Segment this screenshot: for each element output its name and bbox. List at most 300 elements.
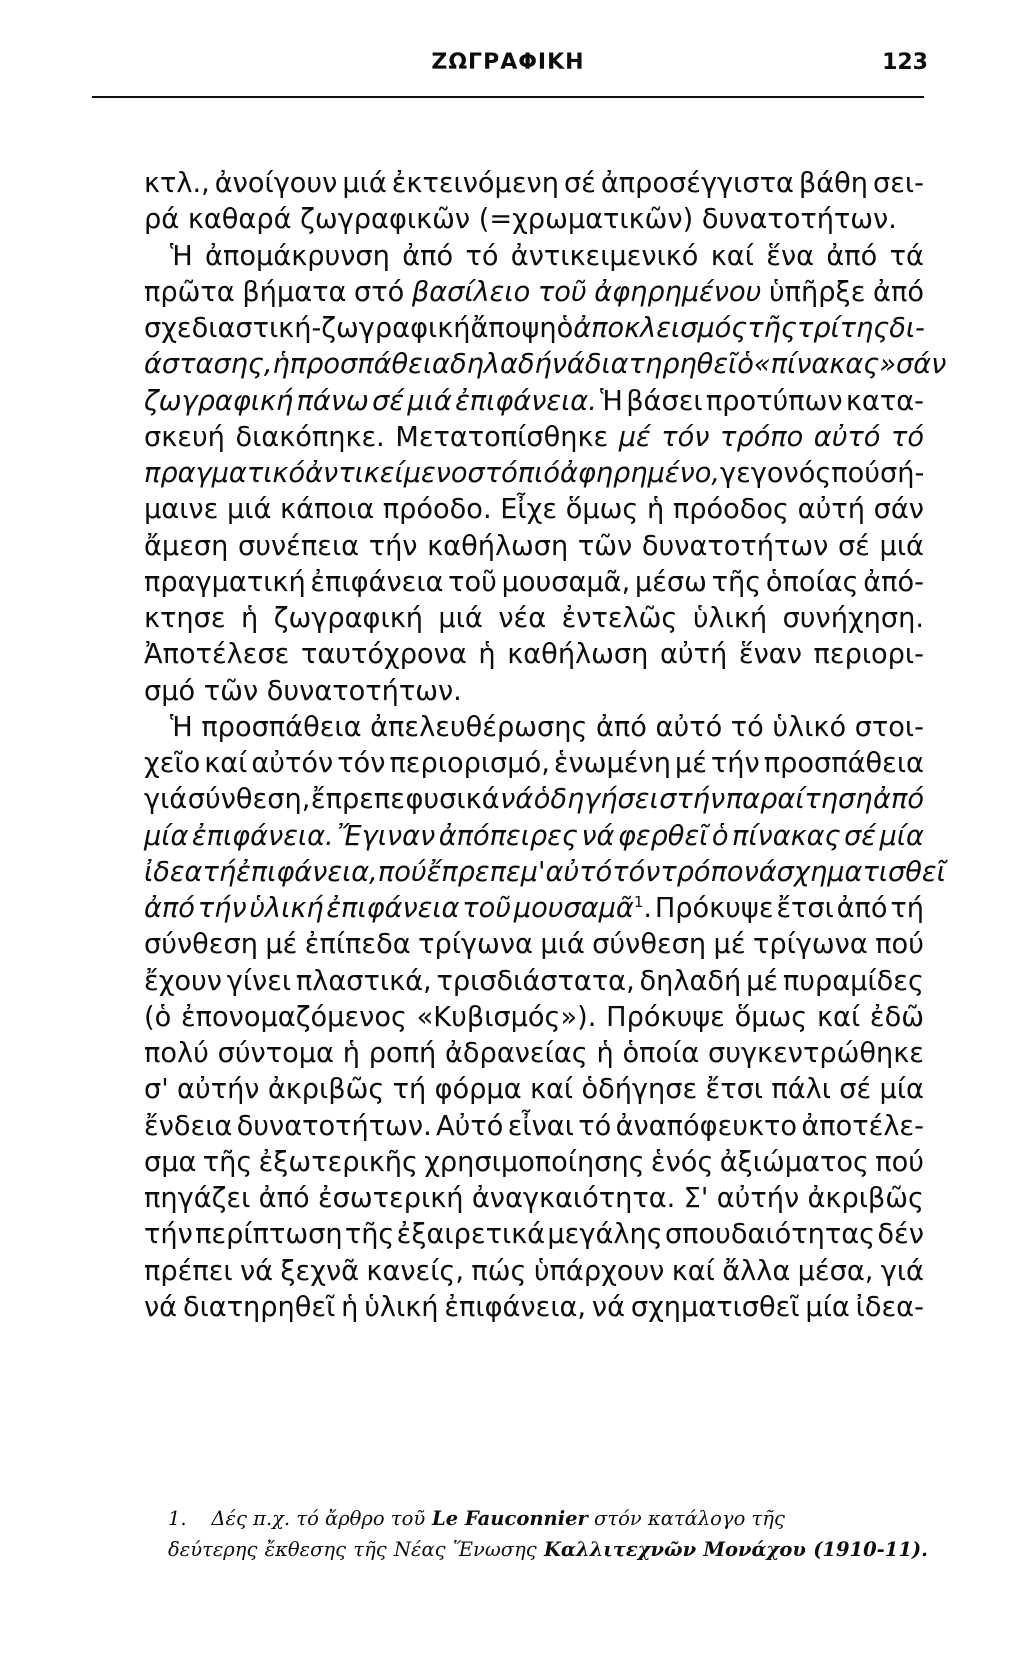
- word: νά: [144, 1291, 178, 1323]
- word: Μονάχου: [703, 1538, 806, 1561]
- word: τή: [890, 893, 924, 924]
- word: σκευή: [144, 421, 225, 453]
- word: μαινε: [144, 494, 219, 526]
- word: τῆς: [344, 1219, 395, 1251]
- word: σύνθεση: [592, 929, 707, 961]
- word: πλαστικά,: [295, 965, 432, 997]
- word: νά: [551, 349, 585, 381]
- word: αὐτό: [655, 711, 723, 743]
- word: μέσω: [634, 566, 707, 598]
- word: βάθη: [798, 168, 868, 199]
- word: σχεδιαστική-ζωγραφική: [144, 313, 471, 344]
- word: ὁ: [556, 313, 574, 344]
- word: μία: [879, 1074, 924, 1106]
- word: μία: [805, 1291, 850, 1323]
- word: σάν: [873, 494, 924, 526]
- word: τόν: [661, 421, 710, 453]
- word: τοῦ: [537, 276, 587, 308]
- word: ἡ: [596, 1038, 614, 1069]
- word: Εἶχε: [500, 494, 558, 526]
- word: γιά: [144, 784, 188, 816]
- running-head: [92, 50, 928, 84]
- text-line: [144, 239, 924, 275]
- word: σει-: [872, 168, 924, 199]
- word: μέ: [674, 748, 707, 779]
- word: μέ: [746, 965, 779, 997]
- word: κανείς,: [366, 1255, 465, 1287]
- word: ἔχουν: [144, 965, 222, 997]
- word: καθήλωση: [427, 530, 569, 562]
- body-text: [144, 166, 947, 1326]
- word: ὅμως: [734, 1001, 808, 1033]
- word: φυσικά: [405, 784, 500, 816]
- word: ὁδήγησε: [581, 1074, 698, 1106]
- word: ἐντελῶς: [561, 603, 678, 634]
- word: τόν: [612, 856, 661, 888]
- word: σέ: [372, 385, 405, 417]
- word: Πρόκυψε: [606, 1001, 725, 1033]
- word: περίπτωση: [195, 1219, 343, 1251]
- word: μεγάλης: [547, 1219, 663, 1251]
- word: ἰδεα-: [855, 1291, 924, 1323]
- word: ἑνωμένη: [553, 748, 671, 779]
- text-line: [144, 492, 924, 528]
- word: μιά: [438, 603, 483, 634]
- text-line: [144, 601, 924, 637]
- word: μιά: [540, 929, 585, 961]
- word: συγκεντρώθηκε: [708, 1038, 924, 1069]
- word: ἀπό: [826, 240, 878, 272]
- text-line: [144, 1109, 924, 1145]
- word: προσπάθεια: [201, 711, 362, 743]
- word: ἐξωτερικῆς: [258, 1146, 418, 1178]
- word: νά: [239, 1255, 274, 1287]
- word: ὑλικό: [772, 711, 847, 743]
- footnotes: [168, 1503, 928, 1565]
- word: ἐπιφάνεια,: [444, 1291, 587, 1323]
- text-line: [144, 420, 924, 456]
- word: παραίτηση: [725, 784, 873, 816]
- text-line: [144, 1145, 924, 1181]
- word: «Κυβισμός»).: [416, 1001, 597, 1033]
- word: γίνει: [226, 965, 292, 997]
- word: σχηματισθεῖ: [630, 1291, 800, 1323]
- word: μέ: [265, 929, 298, 961]
- word: σάν: [896, 349, 947, 381]
- word: κάποια: [280, 494, 375, 526]
- word: ἀπόπειρες: [438, 820, 578, 852]
- word: τῆς: [711, 566, 762, 598]
- word: ἕνα: [766, 240, 815, 272]
- word: ἐπίπεδα: [304, 929, 411, 961]
- word: πού: [875, 929, 924, 961]
- word: μιά: [342, 168, 387, 199]
- word: ὁ: [711, 820, 729, 852]
- word: μ': [520, 856, 546, 888]
- word: μιά: [226, 494, 272, 526]
- word: ἀπό: [873, 276, 924, 308]
- word: καί: [817, 1001, 861, 1033]
- word: ἀπό: [836, 893, 888, 924]
- word: άστασης,: [144, 349, 273, 381]
- word: δυνατοτήτων: [641, 530, 829, 562]
- text-line: [144, 710, 924, 746]
- word: συνήχηση.: [782, 603, 924, 634]
- word: τρόπο: [660, 856, 744, 888]
- word: προτύπων: [705, 385, 843, 417]
- word: ἔπρεπε: [310, 784, 405, 816]
- word: τρίγωνα: [752, 929, 868, 961]
- word: (ὁ: [144, 1001, 172, 1033]
- word: τό: [465, 240, 499, 272]
- word: μέσα,: [797, 1255, 874, 1287]
- footnote-ref: 1: [633, 892, 644, 911]
- text-line: [144, 855, 946, 891]
- text-line: [144, 819, 924, 855]
- word: τό: [730, 711, 764, 743]
- word: ἀπελευθέρωσης: [370, 711, 588, 743]
- text-line: [144, 1072, 924, 1108]
- word: σύντομα: [217, 1038, 334, 1069]
- word: ἑνός: [650, 1146, 714, 1178]
- word: πού: [831, 458, 881, 489]
- word: σμα: [144, 1146, 197, 1178]
- word: μία: [879, 820, 924, 852]
- word: μουσαμᾶ$^1$.: [513, 892, 653, 924]
- text-line: [144, 456, 924, 492]
- word: ἐπιφάνεια.: [191, 820, 334, 852]
- word: στοι-: [854, 711, 924, 743]
- word: Ἕνωσης: [452, 1538, 537, 1561]
- word: πιό: [517, 458, 560, 489]
- word: ὁποία: [622, 1038, 700, 1069]
- text-segment: σμό τῶν δυνατοτήτων.: [144, 675, 462, 707]
- word: ἰδεατή: [144, 856, 237, 888]
- word: ἔτσι: [776, 893, 834, 924]
- word: πρόοδος: [672, 494, 790, 526]
- word: μία: [144, 820, 189, 852]
- word: Ἡ: [170, 240, 193, 272]
- word: σέ: [839, 1074, 872, 1106]
- word: ξεχνᾶ: [280, 1255, 360, 1287]
- word: δηλαδή: [639, 965, 742, 997]
- word: αὐτόν: [251, 748, 334, 779]
- word: καί: [204, 748, 248, 779]
- word: μιά: [879, 530, 924, 562]
- word: σέ: [837, 530, 870, 562]
- word: νά: [743, 856, 777, 888]
- word: προσπάθεια: [289, 349, 450, 381]
- word: μουσαμᾶ,: [501, 566, 631, 598]
- word: σύνθεση: [144, 929, 258, 961]
- word: ἐπιφάνεια,: [236, 856, 378, 888]
- word: τρίτης: [796, 313, 890, 344]
- word: ἐπιφάνεια: [310, 566, 444, 598]
- word: νά: [500, 784, 534, 816]
- text-line: [144, 1036, 924, 1072]
- word: «πίνακας»: [753, 349, 896, 381]
- text-line: [144, 1181, 924, 1217]
- word: ἄλλα: [722, 1255, 791, 1287]
- text-segment: ρά καθαρά ζωγραφικῶν (=χρωματικῶν) δυνατοτήτων.: [144, 204, 897, 236]
- text-line: [144, 782, 924, 818]
- word: ἕναν: [738, 639, 802, 671]
- word: ἀπομάκρυνση: [205, 240, 390, 272]
- word: ροπή: [368, 1038, 437, 1069]
- word: τρίγωνα: [418, 929, 533, 961]
- page-number: 123: [882, 50, 928, 75]
- word: νέα: [498, 603, 547, 634]
- word: τοῦ: [448, 566, 497, 598]
- word: ἀπό: [596, 711, 647, 743]
- word: τήν: [197, 893, 247, 924]
- word: στό: [467, 458, 518, 489]
- word: μέ: [618, 421, 651, 453]
- word: στό: [354, 276, 405, 308]
- word: πάλι: [771, 1074, 831, 1106]
- word: σέ: [844, 820, 876, 852]
- word: ἀπό-: [863, 566, 924, 598]
- text-line: [144, 891, 924, 927]
- word: ἀκριβῶς: [807, 1183, 924, 1214]
- word: Νέας: [393, 1538, 446, 1561]
- word: κτλ.,: [144, 168, 210, 199]
- word: σ': [144, 1074, 169, 1106]
- word: ἐκτεινόμενη: [391, 168, 559, 199]
- text-line: [144, 347, 947, 383]
- word: ἡ: [272, 349, 290, 381]
- text-line: [144, 1217, 924, 1253]
- text-line: [144, 384, 924, 420]
- word: ἐδῶ: [869, 1001, 924, 1033]
- word: καθήλωση: [507, 639, 649, 671]
- word: ἐξαιρετικά: [396, 1219, 546, 1251]
- word: σπουδαιότητας: [664, 1219, 876, 1251]
- word: ἡ: [241, 603, 259, 634]
- word: πώς: [471, 1255, 527, 1287]
- word: ἀντικειμενικό: [510, 240, 699, 272]
- word: ἀνοίγουν: [214, 168, 338, 199]
- word: ἐσωτερική: [317, 1183, 464, 1214]
- word: ἀπό: [258, 1183, 310, 1214]
- word: τή: [392, 1074, 427, 1106]
- text-line: [144, 964, 924, 1000]
- word: καί: [710, 240, 754, 272]
- word: ἀπό: [144, 893, 195, 924]
- word: τῆς: [747, 313, 797, 344]
- word: τῆς: [353, 1538, 387, 1561]
- word: Πρόκυψε: [654, 893, 774, 924]
- word: ὁ: [737, 349, 754, 381]
- word: πραγματική: [144, 566, 306, 598]
- word: μιά: [407, 385, 452, 417]
- word: Ἡ: [170, 711, 193, 743]
- word: πρόοδο.: [382, 494, 492, 526]
- word: ἀναγκαιότητα.: [471, 1183, 676, 1214]
- word: πού: [875, 1146, 924, 1178]
- word: δέν: [877, 1219, 924, 1251]
- word: ὅμως: [565, 494, 639, 526]
- text-line: [144, 311, 924, 347]
- word: τήν: [710, 748, 760, 779]
- word: χεῖο: [144, 748, 201, 779]
- word: τρόπο: [719, 421, 804, 453]
- text-line: [144, 1254, 924, 1290]
- word: βάσει: [626, 385, 703, 417]
- word: ἔτσι: [705, 1074, 764, 1106]
- word: ἐπονομαζόμενος: [180, 1001, 407, 1033]
- word: τό: [578, 1110, 612, 1142]
- word: τρισδιάστατα,: [436, 965, 635, 997]
- word: ἐπιφάνεια: [326, 893, 460, 924]
- word: τῆς: [202, 1146, 253, 1178]
- word: πρῶτα: [144, 276, 235, 308]
- word: γιά: [880, 1255, 924, 1287]
- word: περιορισμό,: [389, 748, 550, 779]
- word: αὐτήν: [716, 1183, 800, 1214]
- word: τοῦ: [462, 893, 511, 924]
- word: βασίλειο: [411, 276, 531, 308]
- word: εἶναι: [507, 1110, 574, 1142]
- word: πολύ: [144, 1038, 209, 1069]
- word: περιορι-: [813, 639, 924, 671]
- running-title: ΖΩΓΡΑΦΙΚΗ: [431, 50, 585, 75]
- word: ζωγραφική: [273, 603, 423, 634]
- word: ἔνδεια: [144, 1110, 233, 1142]
- word: σύνθεση,: [187, 784, 311, 816]
- word: ζωγραφική: [144, 385, 294, 417]
- word: Μετατοπίσθηκε: [395, 421, 609, 453]
- word: ὁδηγήσει: [533, 784, 659, 816]
- word: αὐτό: [545, 856, 613, 888]
- word: Ἡ: [600, 385, 623, 417]
- word: (1910-11).: [813, 1538, 928, 1561]
- word: ἐπιφάνεια.: [455, 385, 597, 417]
- word: αὐτήν: [177, 1074, 260, 1106]
- word: ἔπρεπε: [426, 856, 521, 888]
- word: δι-: [889, 313, 925, 344]
- word: πηγάζει: [144, 1183, 251, 1214]
- word: ὑλική: [249, 893, 324, 924]
- word: πάνω: [296, 385, 369, 417]
- text-line: [144, 275, 924, 311]
- word: αὐτή: [660, 639, 728, 671]
- footnote-segment: στόν κατάλογο τῆς: [594, 1507, 785, 1530]
- word: τό: [890, 421, 924, 453]
- word: ἡ: [342, 1038, 360, 1069]
- text-line: [144, 927, 924, 963]
- text-line: [144, 166, 924, 202]
- word: ἀναπόφευκτο: [615, 1110, 798, 1142]
- word: κτησε: [144, 603, 226, 634]
- word: τῶν: [577, 530, 633, 562]
- word: νά: [591, 1291, 626, 1323]
- word: ἄποψη: [470, 313, 557, 344]
- word: πρέπει: [144, 1255, 233, 1287]
- word: φόρμα: [434, 1074, 522, 1106]
- word: δεύτερης: [168, 1538, 258, 1561]
- word: ὑλική: [692, 603, 768, 634]
- word: διατηρηθεῖ: [584, 349, 738, 381]
- word: ὑπάρχουν: [533, 1255, 665, 1287]
- word: Ἔγιναν: [337, 820, 436, 852]
- word: δηλαδή: [449, 349, 552, 381]
- word: αὐτό: [813, 421, 881, 453]
- header-rule: [92, 96, 924, 98]
- word: ἀξιώματος: [719, 1146, 869, 1178]
- word: ἀδρανείας: [445, 1038, 588, 1069]
- footnote-segment: Le Fauconnier: [431, 1507, 588, 1530]
- text-line: [144, 529, 924, 565]
- word: διατηρηθεῖ: [182, 1291, 336, 1323]
- word: βήματα: [242, 276, 347, 308]
- footnote-segment: 1.: [168, 1507, 187, 1530]
- footnote-segment: Δές π.χ. τό ἄρθρο τοῦ: [211, 1507, 426, 1530]
- word: ἀφηρημένο,: [559, 458, 720, 489]
- word: ἄμεση: [144, 530, 229, 562]
- word: Καλλιτεχνῶν: [543, 1538, 697, 1561]
- text-line: [144, 565, 924, 601]
- word: προσπάθεια: [763, 748, 924, 779]
- word: ἀπό: [402, 240, 454, 272]
- word: φερθεῖ: [617, 820, 709, 852]
- word: ἔκθεσης: [264, 1538, 347, 1561]
- word: δυνατοτήτων.: [236, 1110, 432, 1142]
- word: τήν: [144, 1219, 193, 1251]
- word: συνέπεια: [238, 530, 360, 562]
- word: ἀπροσέγγιστα: [600, 168, 794, 199]
- word: χρησιμοποίησης: [424, 1146, 645, 1178]
- word: ὑλική: [364, 1291, 439, 1323]
- word: ἀκριβῶς: [267, 1074, 385, 1106]
- word: ἀντικείμενο: [305, 458, 468, 489]
- text-line: [144, 1000, 924, 1036]
- word: ἡ: [341, 1291, 359, 1323]
- word: Σ': [683, 1183, 709, 1214]
- word: Ἀποτέλεσε: [144, 639, 290, 671]
- word: σχηματισθεῖ: [776, 856, 946, 888]
- word: ἡ: [478, 639, 496, 671]
- word: ἡ: [647, 494, 665, 526]
- word: πραγματικό: [144, 458, 306, 489]
- footnote-line: [168, 1503, 928, 1534]
- word: μέ: [713, 929, 746, 961]
- text-line: [144, 674, 924, 710]
- text-line: [144, 746, 924, 782]
- word: κατα-: [845, 385, 924, 417]
- word: τά: [889, 240, 924, 272]
- word: ὑπῆρξε: [768, 276, 866, 308]
- word: στήν: [659, 784, 726, 816]
- word: ὁποίας: [765, 566, 859, 598]
- text-line: [144, 1290, 924, 1326]
- word: νά: [581, 820, 615, 852]
- word: ταυτόχρονα: [301, 639, 467, 671]
- word: σέ: [563, 168, 596, 199]
- text-line: [144, 637, 924, 673]
- word: τόν: [337, 748, 386, 779]
- word: αὐτή: [797, 494, 865, 526]
- word: γεγονός: [720, 458, 832, 489]
- word: Αὐτό: [436, 1110, 504, 1142]
- text-line: [144, 202, 924, 238]
- word: ἀποκλεισμός: [573, 313, 748, 344]
- word: πού: [377, 856, 427, 888]
- word: ἀφηρημένου: [594, 276, 762, 308]
- word: καί: [671, 1255, 715, 1287]
- word: διακόπηκε.: [235, 421, 385, 453]
- word: τήν: [368, 530, 418, 562]
